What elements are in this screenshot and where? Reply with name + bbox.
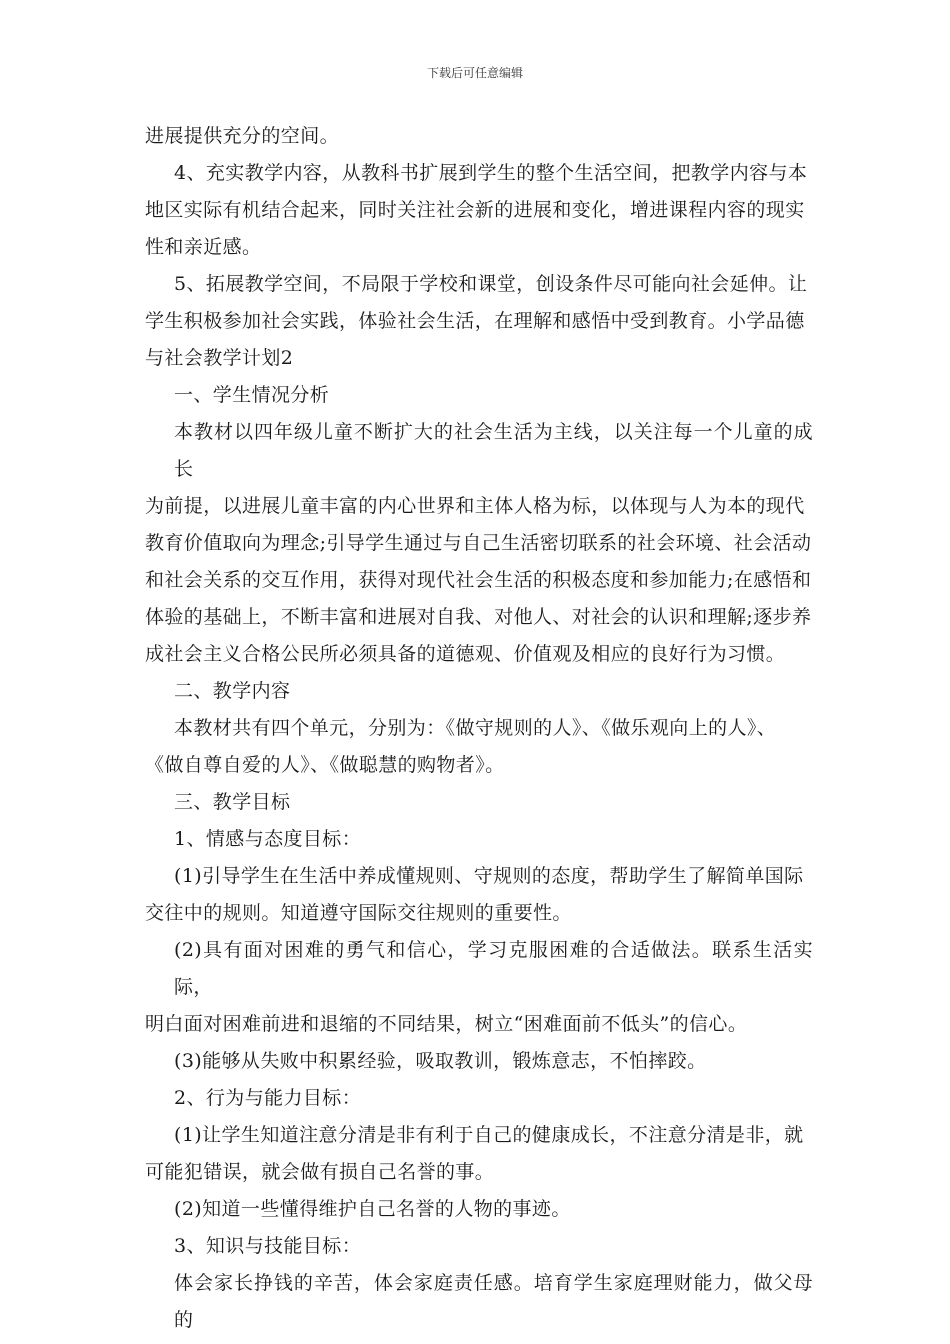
paragraph (145, 932, 813, 1043)
paragraph-line: 交往中的规则。知道遵守国际交往规则的重要性。 (145, 902, 572, 924)
paragraph (145, 1080, 813, 1117)
paragraph-line: 教育价值取向为理念;引导学生通过与自己生活密切联系的社会环境、社会活动 (145, 532, 812, 554)
paragraph-line: 与社会教学计划2 (145, 347, 294, 369)
paragraph-line: 成社会主义合格公民所必须具备的道德观、价值观及相应的良好行为习惯。 (145, 643, 786, 665)
paragraph-line: 和社会关系的交互作用，获得对现代社会生活的积极态度和参加能力;在感悟和 (145, 569, 812, 591)
paragraph-line: 学生积极参加社会实践，体验社会生活，在理解和感悟中受到教育。小学品德 (145, 310, 805, 332)
paragraph-line: (2)具有面对困难的勇气和信心，学习克服困难的合适做法。联系生活实际， (174, 939, 813, 998)
paragraph-line: (3)能够从失败中积累经验，吸取教训，锻炼意志，不怕摔跤。 (174, 1050, 707, 1072)
paragraph (145, 1228, 813, 1265)
paragraph (145, 1043, 813, 1080)
paragraph-line: 4、充实教学内容，从教科书扩展到学生的整个生活空间，把教学内容与本 (174, 162, 808, 184)
paragraph (145, 673, 813, 710)
paragraph (145, 118, 813, 155)
paragraph (145, 710, 813, 784)
paragraph-line: 二、教学内容 (174, 680, 291, 702)
paragraph-line: 《做自尊自爱的人》、《做聪慧的购物者》。 (145, 754, 505, 776)
page-header: 下载后可任意编辑 (426, 66, 523, 80)
paragraph (145, 1265, 813, 1339)
paragraph (145, 1191, 813, 1228)
paragraph-line: 体验的基础上，不断丰富和进展对自我、对他人、对社会的认识和理解;逐步养 (145, 606, 812, 628)
paragraph-line: (1)引导学生在生活中养成懂规则、守规则的态度，帮助学生了解简单国际 (174, 865, 804, 887)
paragraph-line: 1、情感与态度目标： (174, 828, 362, 850)
paragraph-line: 5、拓展教学空间，不局限于学校和课堂，创设条件尽可能向社会延伸。让 (174, 273, 808, 295)
paragraph-line: 体会家长挣钱的辛苦，体会家庭责任感。培育学生家庭理财能力，做父母的 (174, 1272, 813, 1331)
paragraph-line: (2)知道一些懂得维护自己名誉的人物的事迹。 (174, 1198, 571, 1220)
paragraph (145, 414, 813, 673)
paragraph-line: 2、行为与能力目标： (174, 1087, 362, 1109)
paragraph-line: 一、学生情况分析 (174, 384, 330, 406)
paragraph-line: 可能犯错误，就会做有损自己名誉的事。 (145, 1161, 495, 1183)
paragraph-line: 3、知识与技能目标： (174, 1235, 362, 1257)
paragraph (145, 155, 813, 266)
paragraph (145, 821, 813, 858)
paragraph-line: 为前提，以进展儿童丰富的内心世界和主体人格为标，以体现与人为本的现代 (145, 495, 805, 517)
paragraph (145, 266, 813, 377)
paragraph (145, 1117, 813, 1191)
paragraph-line: 地区实际有机结合起来，同时关注社会新的进展和变化，增进课程内容的现实 (145, 199, 805, 221)
paragraph-line: 明白面对困难前进和退缩的不同结果，树立“困难面前不低头”的信心。 (145, 1013, 748, 1035)
paragraph (145, 377, 813, 414)
paragraph-line: 本教材共有四个单元，分别为：《做守规则的人》、《做乐观向上的人》、 (174, 717, 777, 739)
paragraph-line: 性和亲近感。 (145, 236, 262, 258)
paragraph (145, 858, 813, 932)
paragraph (145, 784, 813, 821)
paragraph-line: 三、教学目标 (174, 791, 291, 813)
paragraph-line: 本教材以四年级儿童不断扩大的社会生活为主线，以关注每一个儿童的成长 (174, 421, 813, 480)
document-body (145, 118, 813, 1339)
paragraph-line: (1)让学生知道注意分清是非有利于自己的健康成长，不注意分清是非，就 (174, 1124, 804, 1146)
paragraph-line: 进展提供充分的空间。 (145, 125, 340, 147)
